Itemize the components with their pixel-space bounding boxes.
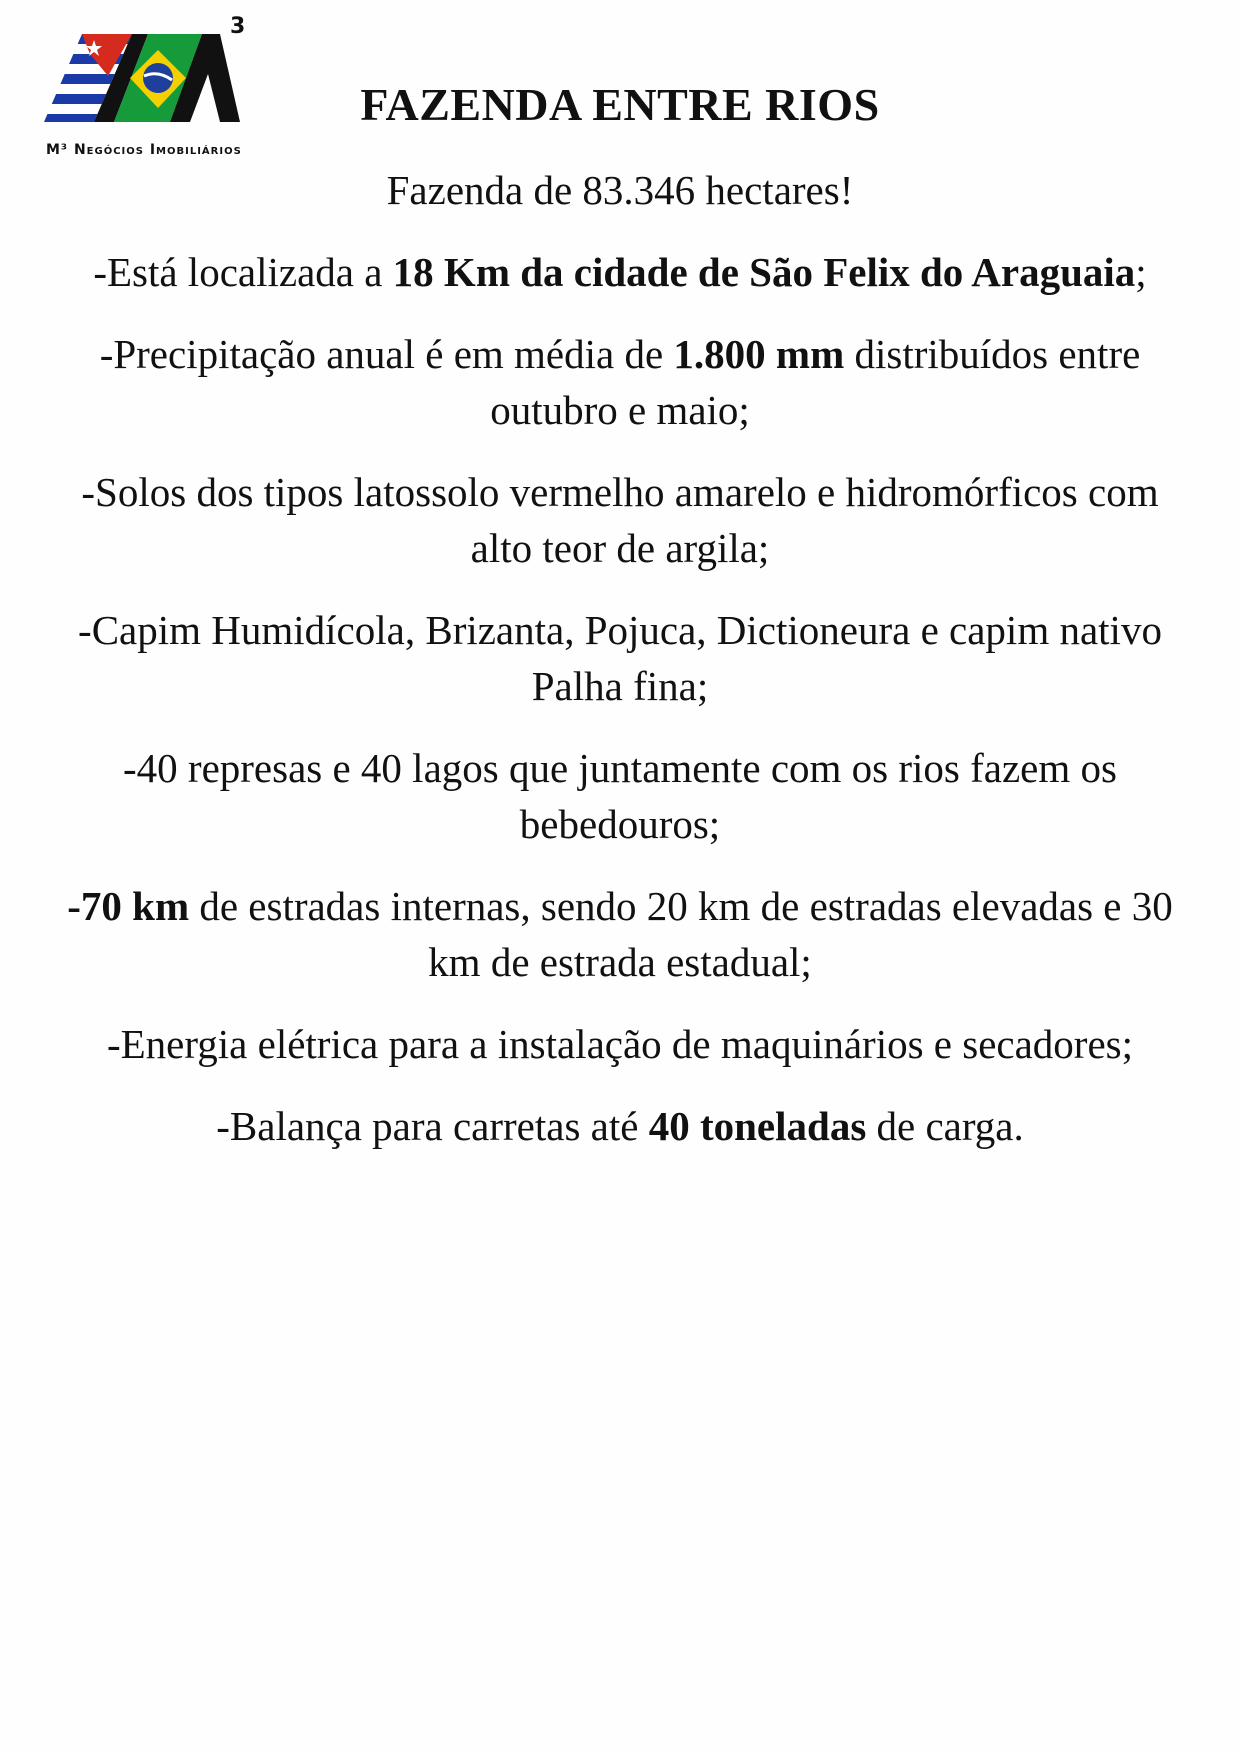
feature-item-bold: 40 toneladas [648, 1103, 867, 1149]
feature-item-post: de estradas internas, sendo 20 km de estradas elevadas e 30 km de estrada estadual; [189, 883, 1173, 985]
feature-item-post: ; [1135, 249, 1147, 295]
feature-item-pre: -Solos dos tipos latossolo vermelho amarelo e hidromórficos com alto teor de argila; [81, 469, 1159, 571]
feature-item [60, 244, 1180, 300]
feature-item-bold: 18 Km da cidade de São Felix do Araguaia [392, 249, 1136, 295]
company-logo [44, 14, 274, 164]
document-body [60, 162, 1180, 1180]
feature-item-pre: -Balança para carretas até [216, 1103, 649, 1149]
feature-item [60, 740, 1180, 852]
feature-item-pre: -40 represas e 40 lagos que juntamente com os rios fazem os bebedouros; [123, 745, 1117, 847]
page-title: FAZENDA ENTRE RIOS [360, 79, 880, 130]
feature-item-pre: -Está localizada a [93, 249, 393, 295]
feature-item-bold: 1.800 mm [673, 331, 845, 377]
m3-logo-flags-icon [44, 14, 244, 139]
feature-item [60, 1016, 1180, 1072]
feature-item [60, 602, 1180, 714]
feature-item-post: distribuídos entre outubro e maio; [490, 331, 1141, 433]
intro-line: Fazenda de 83.346 hectares! [386, 167, 854, 213]
feature-list [60, 244, 1180, 1154]
feature-item-pre: -Capim Humidícola, Brizanta, Pojuca, Dictioneura e capim nativo Palha fina; [78, 607, 1162, 709]
feature-item-pre: -Precipitação anual é em média de [99, 331, 674, 377]
feature-item-post: de carga. [866, 1103, 1024, 1149]
feature-item [60, 878, 1180, 990]
logo-superscript: 3 [230, 14, 246, 39]
logo-caption: M³ Negócios Imobiliários [46, 142, 242, 158]
feature-item-pre: -Energia elétrica para a instalação de maquinários e secadores; [106, 1021, 1133, 1067]
feature-item-bold: -70 km [67, 883, 190, 929]
feature-item [60, 326, 1180, 438]
feature-item [60, 464, 1180, 576]
feature-item [60, 1098, 1180, 1154]
